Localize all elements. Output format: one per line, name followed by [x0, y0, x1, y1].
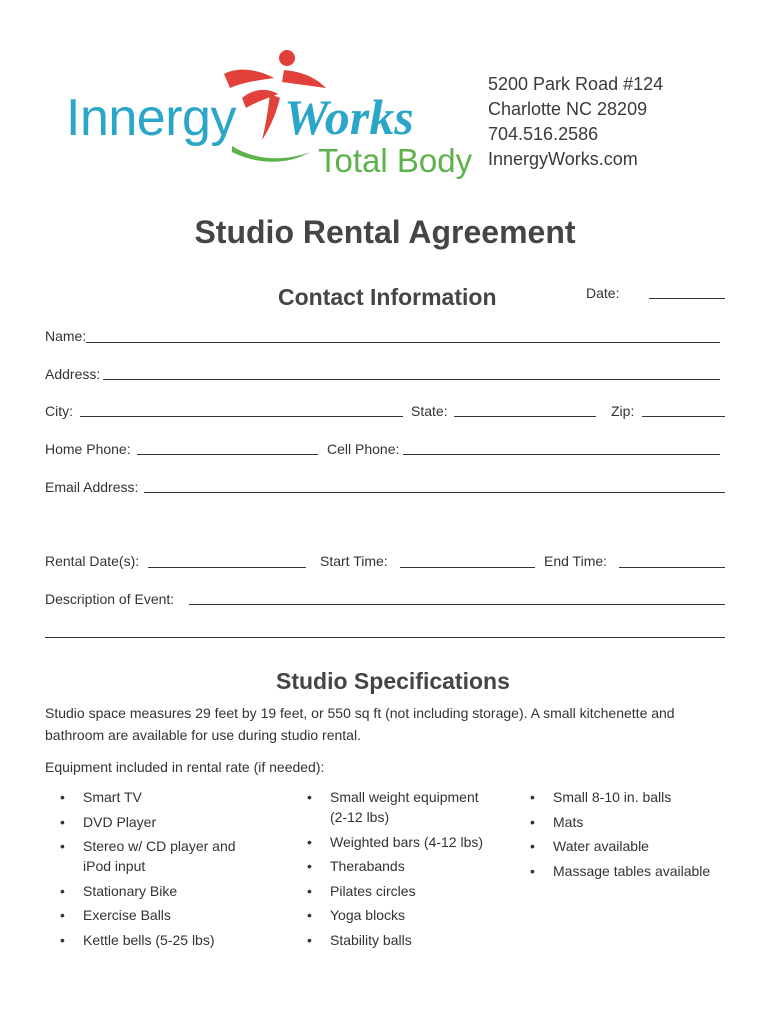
date-field[interactable]	[649, 298, 725, 299]
address-field[interactable]	[103, 379, 720, 380]
equipment-list-col2	[292, 787, 507, 954]
start-time-label: Start Time:	[320, 553, 388, 569]
list-item: • Small 8-10 in. balls	[515, 787, 745, 807]
address-line: 5200 Park Road #124	[488, 74, 664, 94]
home-phone-label: Home Phone:	[45, 441, 131, 457]
list-item: • Yoga blocks	[292, 905, 507, 925]
description-label: Description of Event:	[45, 591, 175, 607]
logo-tagline: Total Body	[318, 142, 473, 179]
end-time-field[interactable]	[619, 567, 725, 568]
name-label: Name:	[45, 328, 87, 344]
state-field[interactable]	[454, 416, 596, 417]
list-item: • DVD Player	[45, 812, 265, 832]
description-field-continued[interactable]	[45, 637, 725, 638]
list-item: • Therabands	[292, 856, 507, 876]
list-item: • Massage tables available	[515, 861, 745, 881]
zip-field[interactable]	[642, 416, 725, 417]
equipment-intro: Equipment included in rental rate (if needed):	[45, 759, 325, 775]
studio-specs-description: Studio space measures 29 feet by 19 feet, or 550 sq ft (not including storage). A small kitchenette and bathroom are available for use during studio rental.	[45, 705, 675, 743]
end-time-label: End Time:	[544, 553, 608, 569]
list-item: • Stability balls	[292, 930, 507, 950]
list-item: • Exercise Balls	[45, 905, 265, 925]
list-item: • Weighted bars (4-12 lbs)	[292, 832, 507, 852]
address-city: Charlotte NC 28209	[488, 99, 648, 119]
list-item: • Stereo w/ CD player and iPod input	[45, 836, 265, 876]
name-field[interactable]	[86, 342, 720, 343]
equipment-list-col1	[45, 787, 265, 954]
email-field[interactable]	[144, 492, 725, 493]
home-phone-field[interactable]	[137, 454, 318, 455]
city-label: City:	[45, 403, 73, 419]
studio-address-block	[488, 72, 663, 172]
rental-dates-label: Rental Date(s):	[45, 553, 140, 569]
logo-word-works: Works	[284, 89, 414, 145]
list-item: • Water available	[515, 836, 745, 856]
list-item: • Mats	[515, 812, 745, 832]
studio-specs-heading: Studio Specifications	[276, 668, 510, 694]
list-item: • Small weight equipment (2-12 lbs)	[292, 787, 490, 827]
email-label: Email Address:	[45, 479, 139, 495]
contact-info-heading: Contact Information	[278, 284, 497, 310]
logo-word-innergy: Innergy	[66, 89, 236, 147]
cell-phone-label: Cell Phone:	[327, 441, 400, 457]
cell-phone-field[interactable]	[403, 454, 720, 455]
address-phone: 704.516.2586	[488, 124, 599, 144]
list-item: • Smart TV	[45, 787, 265, 807]
address-label: Address:	[45, 366, 101, 382]
state-label: State:	[411, 403, 448, 419]
zip-label: Zip:	[611, 403, 635, 419]
page-title: Studio Rental Agreement	[194, 214, 576, 250]
list-item: • Stationary Bike	[45, 881, 265, 901]
innergy-works-logo	[64, 48, 474, 188]
date-label: Date:	[586, 285, 620, 301]
address-website: InnergyWorks.com	[488, 149, 638, 169]
start-time-field[interactable]	[400, 567, 535, 568]
equipment-list-col3	[515, 787, 745, 885]
list-item: • Pilates circles	[292, 881, 507, 901]
city-field[interactable]	[80, 416, 403, 417]
list-item: • Kettle bells (5-25 lbs)	[45, 930, 265, 950]
description-field[interactable]	[189, 604, 725, 605]
rental-dates-field[interactable]	[148, 567, 306, 568]
